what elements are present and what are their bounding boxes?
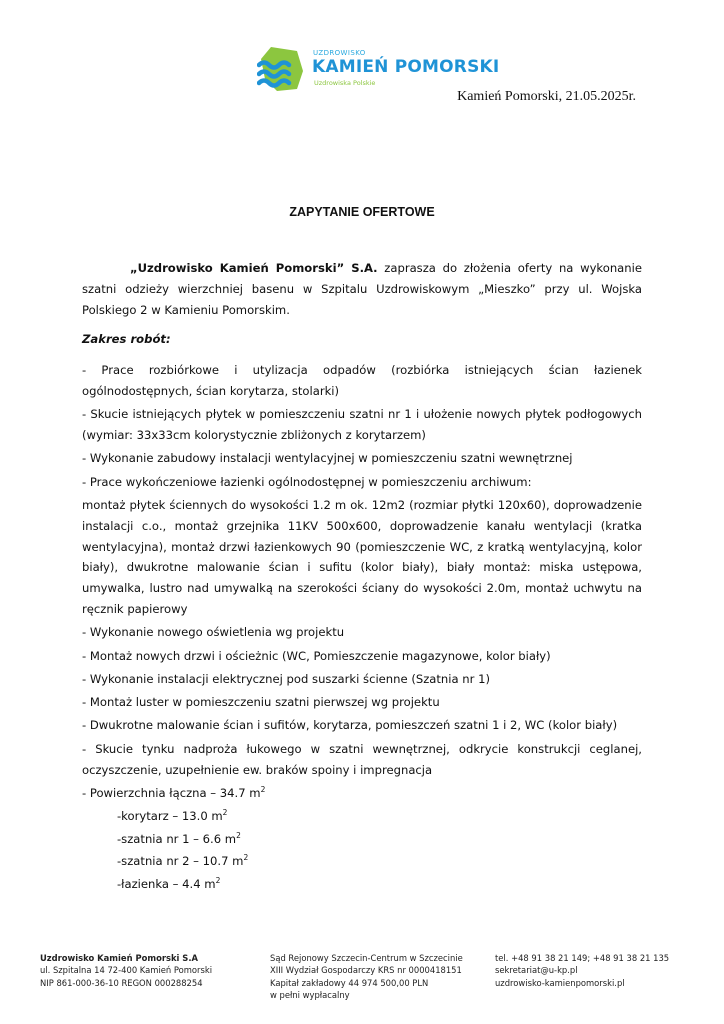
footer-court-info <box>270 952 463 1002</box>
scope-item: - Wykonanie instalacji elektrycznej pod suszarki ścienne (Szatnia nr 1) <box>82 671 490 686</box>
scope-item: - Skucie tynku nadproża łukowego w szatni wewnętrznej, odkrycie konstrukcji ceglanej, oczyszczenie, uzupełnienie ew. braków spoiny i impregnacja <box>82 741 642 777</box>
footer-website: uzdrowisko-kamienpomorski.pl <box>495 977 625 988</box>
document-title: ZAPYTANIE OFERTOWE <box>289 205 435 219</box>
scope-item: - Montaż nowych drzwi i ościeżnic (WC, Pomieszczenie magazynowe, kolor biały) <box>82 648 551 663</box>
scope-item: - Skucie istniejących płytek w pomieszczeniu szatni nr 1 i ułożenie nowych płytek podłogowych (wymiar: 33x33cm kolorystycznie zbliżonych z korytarzem) <box>82 407 642 443</box>
scope-item: - Dwukrotne malowanie ścian i sufitów, korytarza, pomieszczeń szatni 1 i 2, WC (kolor biały) <box>82 718 618 733</box>
area-unit-sup: 2 <box>243 853 249 863</box>
area-row <box>82 829 642 850</box>
footer-paid: w pełni wypłacalny <box>270 990 350 1001</box>
footer-contact-info <box>495 952 669 989</box>
scope-item: - Prace rozbiórkowe i utylizacja odpadów (rozbiórka istniejących ścian łazienek ogólnodostępnych, ścian korytarza, stolarki) <box>82 363 642 398</box>
area-row-text: -szatnia nr 1 – 6.6 m <box>117 831 237 846</box>
document-body <box>82 258 642 896</box>
footer-company-name: Uzdrowisko Kamień Pomorski S.A <box>40 953 198 963</box>
area-unit-sup: 2 <box>260 784 266 794</box>
area-unit-sup: 2 <box>215 875 221 885</box>
area-total-text: - Powierzchnia łączna – 34.7 m <box>82 785 261 800</box>
company-name: „Uzdrowisko Kamień Pomorski” S.A. <box>130 261 378 275</box>
footer-nip-regon: NIP 861-000-36-10 REGON 000288254 <box>40 977 203 988</box>
company-logo <box>257 45 500 95</box>
footer-krs: XIII Wydział Gospodarczy KRS nr 0000418151 <box>270 965 462 976</box>
scope-item: - Montaż luster w pomieszczeniu szatni pierwszej wg projektu <box>82 695 440 710</box>
footer-address: ul. Szpitalna 14 72-400 Kamień Pomorski <box>40 965 213 976</box>
footer-email: sekretariat@u-kp.pl <box>495 965 578 976</box>
footer-court: Sąd Rejonowy Szczecin-Centrum w Szczecinie <box>270 953 463 963</box>
footer-company-info <box>40 952 212 989</box>
intro-paragraph <box>82 258 642 320</box>
area-row-text: -szatnia nr 2 – 10.7 m <box>117 854 244 869</box>
area-row-text: -korytarz – 13.0 m <box>117 809 223 824</box>
scope-item: - Wykonanie nowego oświetlenia wg projektu <box>82 625 345 640</box>
area-unit-sup: 2 <box>236 830 241 840</box>
logo-main-text: KAMIEŃ POMORSKI <box>312 57 500 77</box>
logo-small-text: UZDROWISKO <box>313 49 366 57</box>
area-total <box>82 783 642 804</box>
document-date: Kamień Pomorski, 21.05.2025r. <box>457 89 636 104</box>
waves-logo-icon <box>257 45 305 93</box>
footer-capital: Kapitał zakładowy 44 974 500,00 PLN <box>270 977 429 988</box>
scope-heading: Zakres robót: <box>82 332 171 347</box>
scope-item: - Prace wykończeniowe łazienki ogólnodostępnej w pomieszczeniu archiwum: <box>82 474 532 489</box>
area-row-text: -łazienka – 4.4 m <box>117 876 216 891</box>
logo-tagline: Uzdrowiska Polskie <box>314 79 376 87</box>
area-row <box>82 806 642 827</box>
footer-phone: tel. +48 91 38 21 149; +48 91 38 21 135 <box>495 953 670 963</box>
intro-text: zaprasza do złożenia oferty na wykonanie szatni odzieży wierzchniej basenu w Szpitalu Uzdrowiskowym „Mieszko” przy ul. Wojska Polskiego 2 w Kamieniu Pomorskim. <box>82 261 642 317</box>
scope-item: - Wykonanie zabudowy instalacji wentylacyjnej w pomieszczeniu szatni wewnętrznej <box>82 451 573 466</box>
area-row <box>82 851 642 872</box>
scope-item: montaż płytek ściennych do wysokości 1.2 m ok. 12m2 (rozmiar płytki 120x60), doprowadzenie instalacji c.o., montaż grzejnika 11KV 500x600, doprowadzenie kanału wentylacji (kratka wentylacyjna), montaż drzwi łazienkowych 90 (pomieszczenie WC, z kratką wentylacyjną, kolor biały), dwukrotne malowanie ścian i sufitu (kolor biały), biały montaż: miska ustępowa, umywalka, lustro nad umywalką na szerokości ściany do wysokości 2.0m, montaż uchwytu na ręcznik papierowy <box>82 497 642 616</box>
area-row <box>82 874 642 895</box>
area-unit-sup: 2 <box>222 808 228 818</box>
